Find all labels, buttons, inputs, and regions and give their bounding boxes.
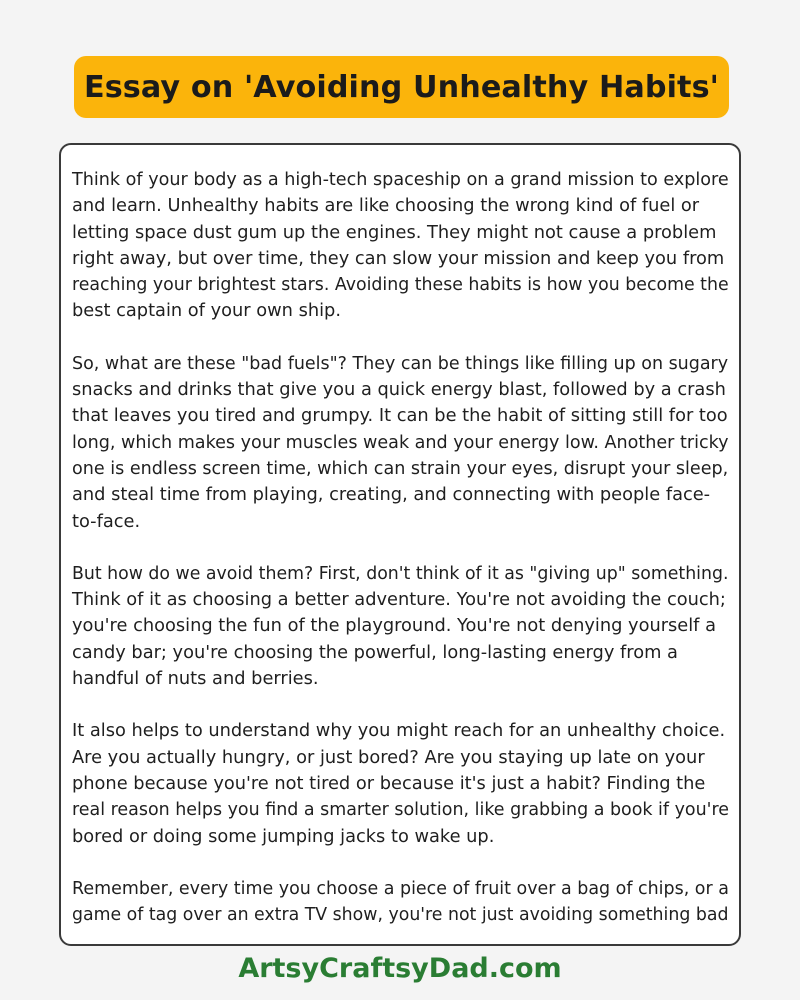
- essay-line: real reason helps you find a smarter solution, like grabbing a book if you're: [72, 800, 729, 821]
- essay-line: But how do we avoid them? First, don't think of it as "giving up" something.: [72, 563, 729, 584]
- essay-paragraph-3: [72, 561, 732, 692]
- essay-line: one is endless screen time, which can strain your eyes, disrupt your sleep,: [72, 458, 729, 479]
- essay-line: Remember, every time you choose a piece of fruit over a bag of chips, or a: [72, 878, 729, 899]
- essay-line: Are you actually hungry, or just bored? Are you staying up late on your: [72, 746, 705, 768]
- page-title: Essay on 'Avoiding Unhealthy Habits': [83, 69, 720, 105]
- essay-line: handful of nuts and berries.: [72, 668, 319, 690]
- essay-line: reaching your brightest stars. Avoiding these habits is how you become the: [72, 275, 729, 296]
- essay-line: candy bar; you're choosing the powerful, long-lasting energy from a: [72, 641, 678, 663]
- essay-line: bored or doing some jumping jacks to wake up.: [72, 825, 495, 847]
- essay-line: long, which makes your muscles weak and your energy low. Another tricky: [72, 432, 729, 453]
- essay-line: Think of your body as a high-tech spaceship on a grand mission to explore: [72, 170, 729, 190]
- essay-card[interactable]: [59, 143, 741, 946]
- essay-line: and learn. Unhealthy habits are like choosing the wrong kind of fuel or: [72, 195, 700, 217]
- essay-line: you're choosing the fun of the playground. You're not denying yourself a: [72, 615, 716, 637]
- essay-line: letting space dust gum up the engines. They might not cause a problem: [72, 221, 717, 243]
- essay-line: phone because you're not tired or because it's just a habit? Finding the: [72, 772, 706, 794]
- essay-body: [72, 167, 732, 946]
- essay-line: best captain of your own ship.: [72, 300, 341, 322]
- essay-line: that leaves you tired and grumpy. It can be the habit of sitting still for too: [72, 405, 728, 427]
- essay-paragraph-2: [72, 351, 732, 535]
- footer-site-name: ArtsyCraftsyDad.com: [238, 953, 562, 984]
- essay-paragraph-5: [72, 876, 732, 929]
- essay-line: right away, but over time, they can slow your mission and keep you from: [72, 247, 725, 269]
- essay-line: So, what are these "bad fuels"? They can be things like filling up on sugary: [72, 353, 729, 374]
- essay-paragraph-4: [72, 718, 732, 849]
- essay-paragraph-1: [72, 167, 732, 325]
- essay-line: to-face.: [72, 510, 141, 532]
- title-banner: [74, 56, 729, 118]
- essay-line: game of tag over an extra TV show, you're not just avoiding something bad: [72, 905, 729, 926]
- essay-line: snacks and drinks that give you a quick energy blast, followed by a crash: [72, 379, 726, 401]
- essay-line: It also helps to understand why you might reach for an unhealthy choice.: [72, 720, 726, 742]
- essay-line: Think of it as choosing a better adventure. You're not avoiding the couch;: [72, 589, 726, 611]
- essay-line: and steal time from playing, creating, and connecting with people face-: [72, 484, 711, 506]
